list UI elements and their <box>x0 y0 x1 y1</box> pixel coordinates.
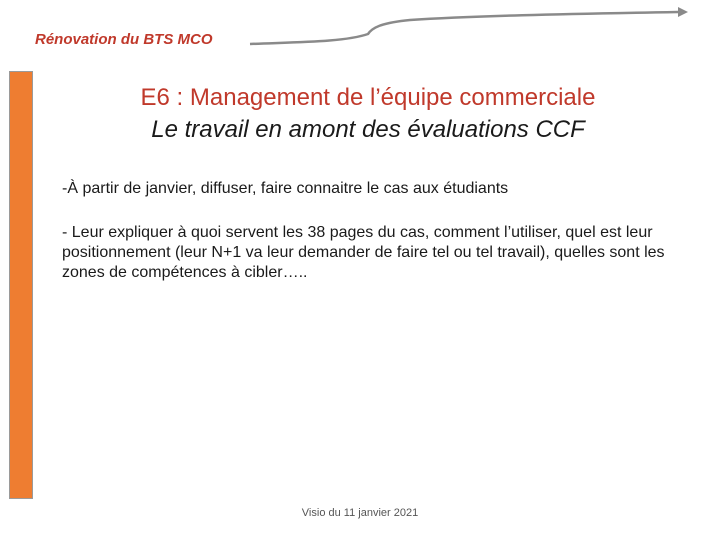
arrow-head-icon <box>678 7 688 17</box>
footer-text: Visio du 11 janvier 2021 <box>301 507 419 519</box>
header-title: Rénovation du BTS MCO <box>35 31 213 48</box>
body-paragraph: -À partir de janvier, diffuser, faire connaitre le cas aux étudiants <box>62 180 509 197</box>
slide-title-line1: E6 : Management de l’équipe commerciale <box>140 84 596 111</box>
slide-title <box>40 82 696 146</box>
body-paragraph: - Leur expliquer à quoi servent les 38 pages du cas, comment l’utiliser, quel est leur positionnement (leur N+1 va leur demander de faire tel ou tel travail), quelles sont les zones de compétences à cibler….. <box>62 224 665 281</box>
header-decorative-line <box>0 0 720 60</box>
slide-title-line2: Le travail en amont des évaluations CCF <box>151 116 585 143</box>
orange-side-bar <box>9 71 33 499</box>
